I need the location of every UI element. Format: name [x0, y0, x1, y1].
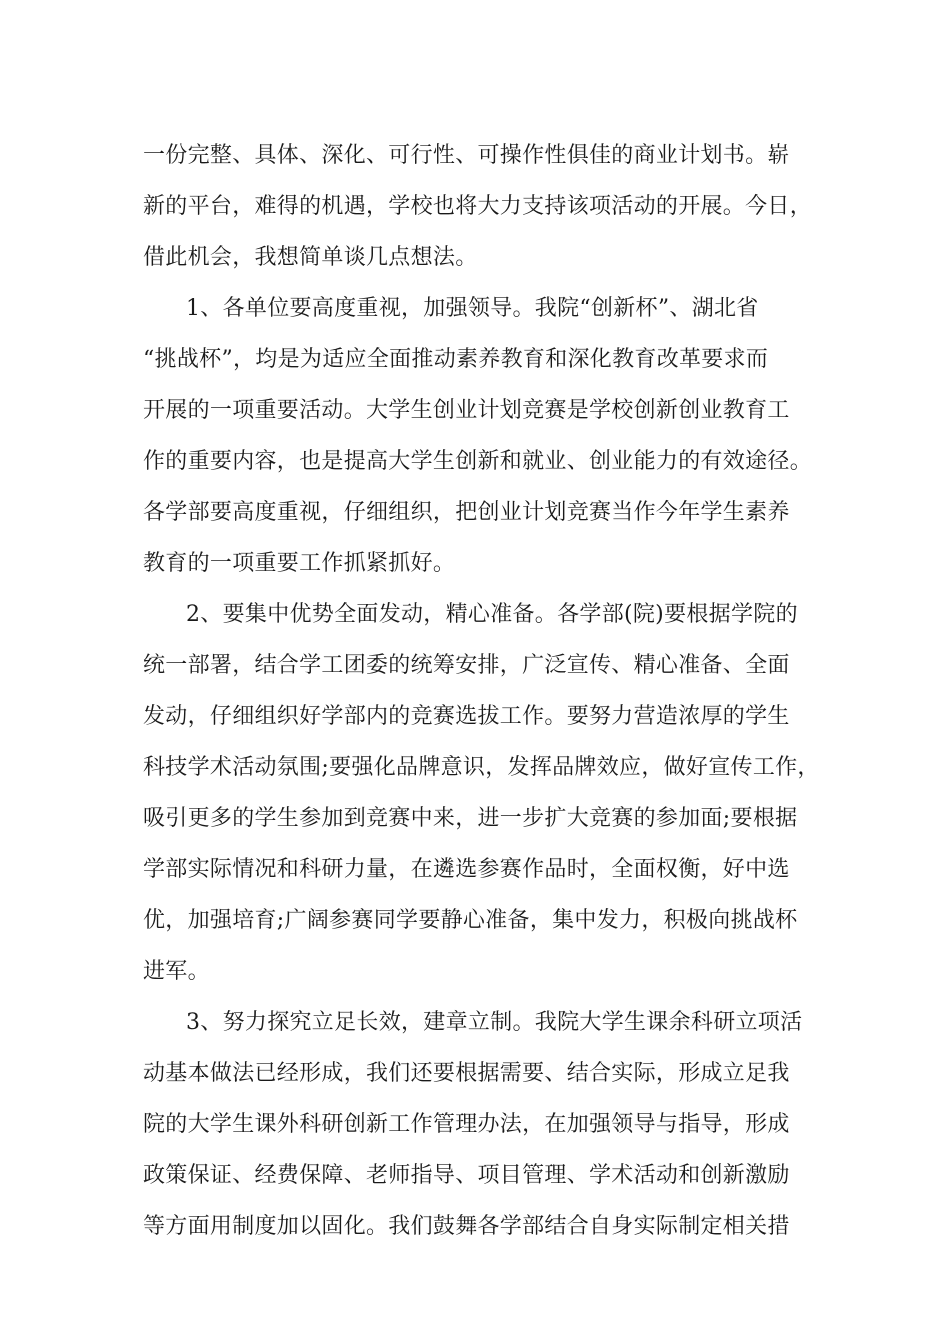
- text-line: 优，加强培育;广阔参赛同学要静心准备，集中发力，积极向挑战杯: [143, 908, 798, 933]
- text-line: 教育的一项重要工作抓紧抓好。: [143, 551, 456, 576]
- text-line: 一份完整、具体、深化、可行性、可操作性俱佳的商业计划书。崭: [143, 143, 790, 168]
- text-line: 学部实际情况和科研力量，在遴选参赛作品时，全面权衡，好中选: [143, 857, 790, 882]
- text-line: 作的重要内容，也是提高大学生创新和就业、创业能力的有效途径。: [143, 449, 813, 474]
- text-line: 借此机会，我想简单谈几点想法。: [143, 245, 478, 270]
- text-line: 各学部要高度重视，仔细组织，把创业计划竞赛当作今年学生素养: [143, 500, 790, 525]
- text-line: 开展的一项重要活动。大学生创业计划竞赛是学校创新创业教育工: [143, 398, 790, 423]
- text-line: 进军。: [143, 959, 210, 984]
- text-line: 新的平台，难得的机遇，学校也将大力支持该项活动的开展。今日，: [143, 194, 813, 219]
- text-line: 发动，仔细组织好学部内的竞赛选拔工作。要努力营造浓厚的学生: [143, 704, 790, 729]
- text-line: 等方面用制度加以固化。我们鼓舞各学部结合自身实际制定相关措: [143, 1214, 790, 1239]
- text-line: 政策保证、经费保障、老师指导、项目管理、学术活动和创新激励: [143, 1163, 790, 1188]
- paragraph-3-heading-line: 3、努力探究立足长效，建章立制。我院大学生课余科研立项活: [186, 1010, 803, 1035]
- paragraph-1-heading-line: 1、各单位要高度重视，加强领导。我院“创新杯”、湖北省: [186, 296, 759, 321]
- document-body: [143, 130, 833, 1252]
- text-line: 吸引更多的学生参加到竞赛中来，进一步扩大竞赛的参加面;要根据: [143, 806, 798, 831]
- text-line: “挑战杯”，均是为适应全面推动素养教育和深化教育改革要求而: [143, 347, 769, 372]
- text-line: 院的大学生课外科研创新工作管理办法，在加强领导与指导，形成: [143, 1112, 790, 1137]
- paragraph-2-heading-line: 2、要集中优势全面发动，精心准备。各学部(院)要根据学院的: [186, 602, 798, 627]
- text-line: 统一部署，结合学工团委的统筹安排，广泛宣传、精心准备、全面: [143, 653, 790, 678]
- text-line: 动基本做法已经形成，我们还要根据需要、结合实际，形成立足我: [143, 1061, 790, 1086]
- text-line: 科技学术活动氛围;要强化品牌意识，发挥品牌效应，做好宣传工作，: [143, 755, 820, 780]
